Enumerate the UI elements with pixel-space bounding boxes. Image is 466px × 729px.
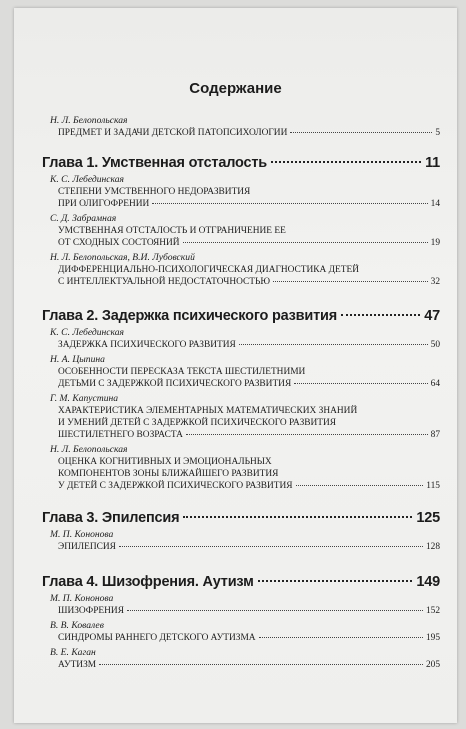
entry-author: Н. Л. Белопольская bbox=[50, 115, 128, 126]
entry-title-line: ПРЕДМЕТ И ЗАДАЧИ ДЕТСКОЙ ПАТОПСИХОЛОГИИ 5 bbox=[58, 128, 440, 138]
entry-title-line: КОМПОНЕНТОВ ЗОНЫ БЛИЖАЙШЕГО РАЗВИТИЯ bbox=[58, 469, 279, 479]
entry-title-line: ХАРАКТЕРИСТИКА ЭЛЕМЕНТАРНЫХ МАТЕМАТИЧЕСКИХ ЗНАНИЙ bbox=[58, 406, 358, 416]
entry-title-line: ШИЗОФРЕНИЯ 152 bbox=[58, 606, 440, 616]
dot-leader bbox=[183, 516, 412, 518]
entry-page: 195 bbox=[425, 633, 440, 643]
dot-leader bbox=[294, 383, 427, 384]
entry-title-line: ОЦЕНКА КОГНИТИВНЫХ И ЭМОЦИОНАЛЬНЫХ bbox=[58, 457, 272, 467]
dot-leader bbox=[186, 434, 428, 435]
dot-leader bbox=[259, 637, 423, 638]
dot-leader bbox=[273, 281, 428, 282]
entry-title-line: УМСТВЕННАЯ ОТСТАЛОСТЬ И ОТГРАНИЧЕНИЕ ЕЕ bbox=[58, 226, 286, 236]
entry-title-line: У ДЕТЕЙ С ЗАДЕРЖКОЙ ПСИХИЧЕСКОГО РАЗВИТИЯ 115 bbox=[58, 481, 440, 491]
entry-page: 205 bbox=[425, 660, 440, 670]
chapter-page: 47 bbox=[424, 308, 440, 324]
entry-title-line: ШЕСТИЛЕТНЕГО ВОЗРАСТА 87 bbox=[58, 430, 440, 440]
toc-entry bbox=[42, 174, 440, 210]
entry-page: 5 bbox=[435, 128, 440, 138]
toc bbox=[42, 115, 440, 674]
entry-author: Н. Л. Белопольская bbox=[50, 444, 128, 455]
dot-leader bbox=[258, 580, 413, 582]
toc-entry bbox=[42, 115, 440, 139]
entry-title-line: И УМЕНИЙ ДЕТЕЙ С ЗАДЕРЖКОЙ ПСИХИЧЕСКОГО РАЗВИТИЯ bbox=[58, 418, 337, 428]
dot-leader bbox=[271, 161, 421, 163]
toc-entry bbox=[42, 213, 440, 249]
entry-page: 19 bbox=[430, 238, 440, 248]
toc-entry bbox=[42, 327, 440, 351]
dot-leader bbox=[290, 132, 432, 133]
entry-title-line: СТЕПЕНИ УМСТВЕННОГО НЕДОРАЗВИТИЯ bbox=[58, 187, 251, 197]
entry-title-line: АУТИЗМ 205 bbox=[58, 660, 440, 670]
entry-page: 64 bbox=[430, 379, 440, 389]
entry-page: 14 bbox=[430, 199, 440, 209]
chapter-page: 11 bbox=[425, 155, 440, 171]
entry-author: В. В. Ковалев bbox=[50, 620, 104, 631]
entry-page: 152 bbox=[425, 606, 440, 616]
entry-title-line: ДЕТЬМИ С ЗАДЕРЖКОЙ ПСИХИЧЕСКОГО РАЗВИТИЯ 64 bbox=[58, 379, 440, 389]
entry-author: М. П. Кононова bbox=[50, 529, 114, 540]
entry-author: С. Д. Забрамная bbox=[50, 213, 117, 224]
entry-title-line: ПРИ ОЛИГОФРЕНИИ 14 bbox=[58, 199, 440, 209]
dot-leader bbox=[341, 314, 420, 316]
entry-author: К. С. Лебединская bbox=[50, 174, 125, 185]
entry-title-line: СИНДРОМЫ РАННЕГО ДЕТСКОГО АУТИЗМА 195 bbox=[58, 633, 440, 643]
entry-title-line: ОСОБЕННОСТИ ПЕРЕСКАЗА ТЕКСТА ШЕСТИЛЕТНИМИ bbox=[58, 367, 306, 377]
dot-leader bbox=[99, 664, 423, 665]
entry-author: К. С. Лебединская bbox=[50, 327, 125, 338]
toc-entry bbox=[42, 620, 440, 644]
chapter-page: 149 bbox=[416, 574, 440, 590]
entry-title-line: ДИФФЕРЕНЦИАЛЬНО-ПСИХОЛОГИЧЕСКАЯ ДИАГНОСТИКА ДЕТЕЙ bbox=[58, 265, 360, 275]
entry-author: Н. Л. Белопольская, В.И. Лубовский bbox=[50, 252, 195, 263]
book-page bbox=[14, 8, 457, 723]
chapter-heading: Глава 3. Эпилепсия 125 bbox=[42, 510, 440, 526]
entry-page: 128 bbox=[425, 542, 440, 552]
entry-author: В. Е. Каган bbox=[50, 647, 96, 658]
toc-entry bbox=[42, 354, 440, 390]
chapter-heading: Глава 2. Задержка психического развития 47 bbox=[42, 308, 440, 324]
entry-page: 115 bbox=[426, 481, 440, 491]
toc-entry bbox=[42, 444, 440, 492]
dot-leader bbox=[239, 344, 428, 345]
entry-title-line: ОТ СХОДНЫХ СОСТОЯНИЙ 19 bbox=[58, 238, 440, 248]
dot-leader bbox=[296, 485, 424, 486]
entry-author: М. П. Кононова bbox=[50, 593, 114, 604]
dot-leader bbox=[152, 203, 427, 204]
entry-title-line: С ИНТЕЛЛЕКТУАЛЬНОЙ НЕДОСТАТОЧНОСТЬЮ 32 bbox=[58, 277, 440, 287]
toc-entry bbox=[42, 647, 440, 671]
entry-author: Н. А. Цыпина bbox=[50, 354, 105, 365]
entry-page: 32 bbox=[430, 277, 440, 287]
entry-author: Г. М. Капустина bbox=[50, 393, 119, 404]
page-title: Содержание bbox=[189, 80, 282, 97]
toc-entry bbox=[42, 252, 440, 288]
entry-page: 87 bbox=[430, 430, 440, 440]
entry-title-line: ЗАДЕРЖКА ПСИХИЧЕСКОГО РАЗВИТИЯ 50 bbox=[58, 340, 440, 350]
dot-leader bbox=[183, 242, 428, 243]
entry-page: 50 bbox=[430, 340, 440, 350]
toc-entry bbox=[42, 593, 440, 617]
chapter-heading: Глава 4. Шизофрения. Аутизм 149 bbox=[42, 574, 440, 590]
toc-entry bbox=[42, 393, 440, 441]
dot-leader bbox=[119, 546, 423, 547]
chapter-page: 125 bbox=[416, 510, 440, 526]
chapter-heading: Глава 1. Умственная отсталость 11 bbox=[42, 155, 440, 171]
toc-entry bbox=[42, 529, 440, 553]
entry-title-line: ЭПИЛЕПСИЯ 128 bbox=[58, 542, 440, 552]
dot-leader bbox=[127, 610, 423, 611]
